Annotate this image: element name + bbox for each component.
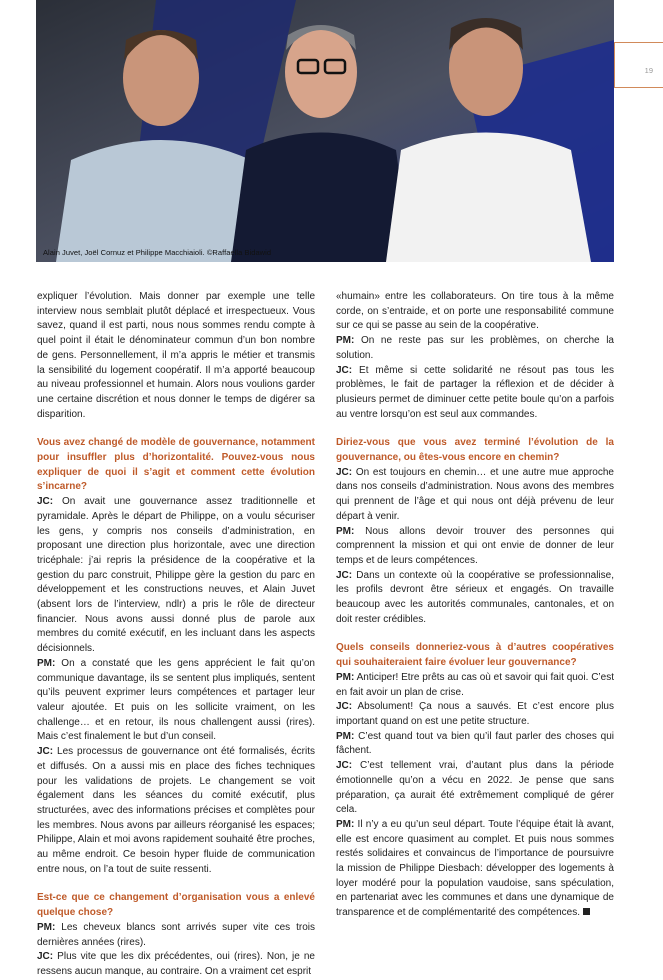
interview-answer bbox=[336, 364, 614, 423]
answer-text: On avait une gouvernance assez traditionnelle et pyramidale. Après le départ de Philippe, on a voulu sécuriser les gens, y compris nos conseils d’administration, en proposant une direction plus horizontale, avec une direction tricéphale: j’ai repris la présidence de la coopérative et la gestion du parc construit, Philippe gère la gestion du parc en développement et les constructions neuves, et Alain Juvet (absent lors de l’interview, ndlr) a pris le rôle de directeur financier. Nous avons aussi donné plus de parole aux membres du comité exécutif, en les incluant dans les aspects décisionnels. bbox=[37, 496, 315, 655]
page-number-tab bbox=[614, 42, 663, 88]
end-of-article-mark bbox=[583, 908, 590, 915]
interview-answer bbox=[37, 921, 315, 950]
answer-text: C’est tellement vrai, d’autant plus dans la période émotionnelle qu’on a vécu en 2022. Je pense que sans préparation, ça aurait été extrêmement compliqué de gérer cela. bbox=[336, 760, 614, 816]
interview-question: Vous avez changé de modèle de gouvernance, notamment pour insuffler plus d’horizontalité. Pouvez-vous nous expliquer de quoi il s’agit et comment cette évolution s’incarne? bbox=[37, 437, 315, 493]
speaker-initials: JC: bbox=[336, 701, 353, 713]
interview-answer bbox=[336, 569, 614, 628]
interview-answer bbox=[336, 671, 614, 700]
interview-answer bbox=[37, 745, 315, 877]
answer-text: Et même si cette solidarité ne résout pas tous les problèmes, le fait de partager la réflexion et de décider à plusieurs permet de diminuer cette petite boule qu’on a parfois au ventre lorsqu’on est seul aux commandes. bbox=[336, 364, 614, 420]
interview-answer bbox=[336, 525, 614, 569]
interview-answer bbox=[37, 657, 315, 745]
interview-question: Diriez-vous que vous avez terminé l’évolution de la gouvernance, ou êtes-vous encore en chemin? bbox=[336, 437, 614, 464]
speaker-initials: JC: bbox=[37, 746, 54, 758]
speaker-initials: PM: bbox=[336, 671, 355, 683]
body-paragraph: «humain» entre les collaborateurs. On tire tous à la même corde, on s’entraide, et on porte une responsabilité commune sur ce qui se passe au sein de la coopérative. bbox=[336, 291, 614, 332]
interview-answer bbox=[37, 495, 315, 657]
speaker-initials: JC: bbox=[37, 951, 54, 963]
answer-text: On a constaté que les gens apprécient le fait qu’on communique davantage, ils se sentent plus impliqués, sentent qu’ils peuvent exprimer leurs compétences et partager leur valeur ajoutée. Et puis on les sollicite vraiment, on les challenge… et en retour, ils nous challengent aussi (rires). Mais c’est finalement le but d’un conseil. bbox=[37, 657, 315, 743]
speaker-initials: PM: bbox=[336, 525, 355, 537]
speaker-initials: PM: bbox=[336, 730, 355, 742]
answer-text: Il n’y a eu qu’un seul départ. Toute l’équipe était là avant, elle est encore quasiment au complet. Et puis nous sommes restés solidaires et convaincus de l’importance de poursuivre la mission de Philippe Diesbach: développer des logements à loyer modéré pour la population vaudoise, sans spéculation, en partenariat avec les communes et dans une dynamique de transparence et de complémentarité des compétences. bbox=[336, 818, 614, 919]
answer-text: Nous allons devoir trouver des personnes qui comprennent la mission et qui ont envie de donner de leur temps et de leurs compétences. bbox=[336, 525, 614, 566]
left-column bbox=[37, 290, 315, 980]
photo-illustration bbox=[36, 0, 614, 262]
answer-text: Dans un contexte où la coopérative se professionnalise, les profils devront être sérieux et engagés. On travaille beaucoup avec les autorités communales, cantonales, et on doit rester crédibles. bbox=[336, 569, 614, 625]
interview-answer bbox=[336, 730, 614, 759]
speaker-initials: PM: bbox=[336, 818, 355, 830]
answer-text: C’est quand tout va bien qu’il faut parler des choses qui fâchent. bbox=[336, 730, 614, 757]
interview-answer bbox=[336, 700, 614, 729]
answer-text: On est toujours en chemin… et une autre mue approche dans nos conseils d’administration. Nous avons des membres qui prennent de l’âge et qui nous ont déjà prévenu de leur départ à venir. bbox=[336, 466, 614, 522]
page-number: 19 bbox=[644, 66, 653, 75]
interview-answer bbox=[37, 950, 315, 979]
header-photo bbox=[36, 0, 614, 262]
speaker-initials: PM: bbox=[37, 921, 56, 933]
interview-question: Est-ce que ce changement d’organisation vous a enlevé quelque chose? bbox=[37, 892, 315, 919]
interview-answer bbox=[336, 818, 614, 921]
answer-text: Absolument! Ça nous a sauvés. Et c’est encore plus important quand on est une petite structure. bbox=[336, 701, 614, 727]
interview-question: Quels conseils donneriez-vous à d’autres coopératives qui souhaiteraient faire évoluer leur gouvernance? bbox=[336, 642, 614, 669]
answer-text: Les processus de gouvernance ont été formalisés, écrits et diffusés. On a aussi mis en place des fiches techniques pour les validations de projets. Le changement se voit également dans les séances du comité exécutif, plus structurées, avec des informations précises et complètes pour les membres. Nous avons par ailleurs réorganisé les espaces; Philippe, Alain et moi avons rapidement souhaité être proches, au même endroit. Ce besoin hyper fluide de communication entre nous, on l’a tout de suite ressenti. bbox=[37, 746, 315, 875]
interview-answer bbox=[336, 466, 614, 525]
interview-answer bbox=[336, 334, 614, 363]
speaker-initials: PM: bbox=[336, 335, 355, 347]
speaker-initials: JC: bbox=[336, 760, 353, 772]
answer-text: Plus vite que les dix précédentes, oui (rires). Non, je ne ressens aucun manque, au contraire. On a vraiment cet esprit bbox=[37, 951, 315, 977]
answer-text: On ne reste pas sur les problèmes, on cherche la solution. bbox=[336, 335, 614, 361]
speaker-initials: JC: bbox=[336, 569, 353, 581]
photo-caption: Alain Juvet, Joël Cornuz et Philippe Macchiaioli. ©Raffaella Bidawid bbox=[43, 248, 272, 257]
answer-text: Anticiper! Etre prêts au cas où et savoir qui fait quoi. C’est en fait avoir un plan de crise. bbox=[336, 671, 614, 698]
speaker-initials: JC: bbox=[336, 466, 353, 478]
interview-answer bbox=[336, 759, 614, 818]
speaker-initials: JC: bbox=[336, 364, 353, 376]
body-paragraph: expliquer l’évolution. Mais donner par exemple une telle interview nous semblait plutôt déplacé et irrespectueux. Vous savez, quand il est parti, nous nous sommes rendu compte à quel point il était le dénominateur commun d’un bon nombre de gens. Personnellement, il m’a appris le métier et transmis la sensibilité du logement coopératif. Il m’a apporté beaucoup au niveau professionnel et humain. Alors nous voulions garder une certaine discrétion et nous donner le temps de digérer sa disparition. bbox=[37, 291, 315, 420]
right-column bbox=[336, 290, 614, 921]
answer-text: Les cheveux blancs sont arrivés super vite ces trois dernières années (rires). bbox=[37, 921, 315, 948]
speaker-initials: PM: bbox=[37, 657, 56, 669]
speaker-initials: JC: bbox=[37, 496, 54, 508]
